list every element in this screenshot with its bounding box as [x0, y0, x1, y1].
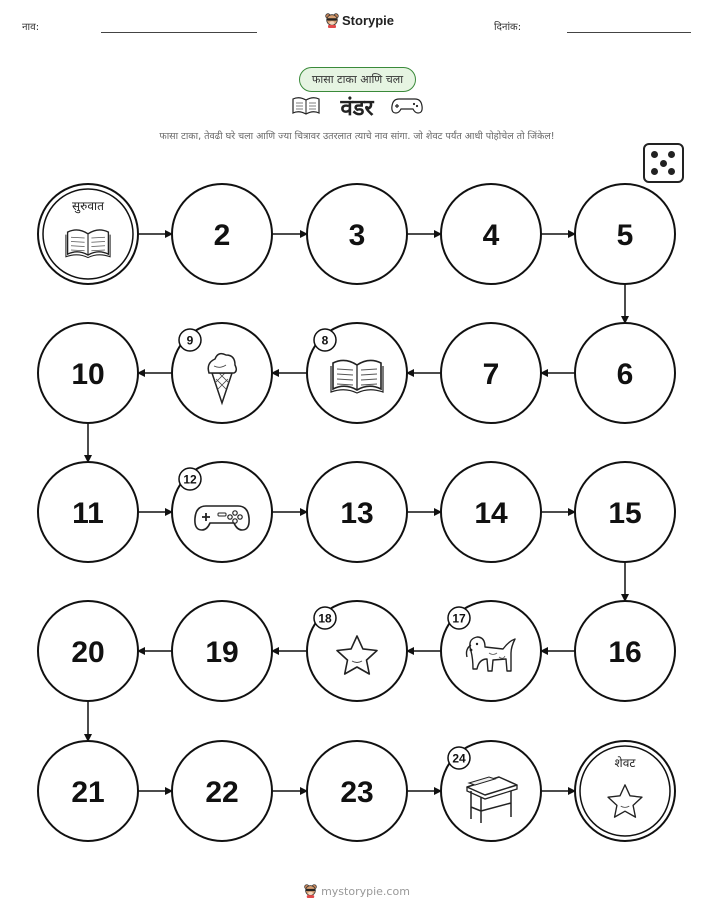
board-cell-16: [575, 601, 675, 701]
game-type-pill: फासा टाका आणि चला: [299, 67, 416, 92]
cell-number: 4: [482, 219, 500, 252]
board-cell-4: [441, 184, 541, 284]
cell-number: 10: [71, 358, 105, 391]
board-cell-20: [38, 601, 138, 701]
cell-number: 20: [71, 636, 105, 669]
cell-number: 23: [340, 776, 374, 809]
board-cell-18: [307, 601, 407, 701]
page-title: वंडर: [340, 96, 374, 121]
board-cell-1: [38, 184, 138, 284]
cell-number: 5: [616, 219, 634, 252]
footer: [0, 884, 714, 898]
board-cell-14: [441, 462, 541, 562]
cell-number: 9: [186, 333, 194, 348]
board-cell-22: [172, 741, 272, 841]
bear-mascot-icon: [304, 884, 317, 898]
board-cell-5: [575, 184, 675, 284]
brand-name: Storypie: [342, 13, 395, 28]
cell-number: 15: [608, 497, 642, 530]
start-label: सुरुवात: [72, 199, 104, 213]
finish-label: शेवट: [614, 756, 636, 770]
cell-number: 21: [71, 776, 105, 809]
board-cell-12: [172, 462, 272, 562]
board-cell-17: [441, 601, 541, 701]
cell-number: 22: [205, 776, 239, 809]
cell-number: 13: [340, 497, 374, 530]
board-cell-2: [172, 184, 272, 284]
name-label: नाव:: [22, 22, 40, 33]
cell-number: 12: [183, 472, 197, 487]
board-cell-19: [172, 601, 272, 701]
cell-number: 6: [616, 358, 634, 391]
board-cell-25: [575, 741, 675, 841]
board-cell-8: [307, 323, 407, 423]
board-cell-11: [38, 462, 138, 562]
cell-number: 8: [321, 333, 329, 348]
board-cell-3: [307, 184, 407, 284]
cell-number: 3: [348, 219, 366, 252]
board-cell-24: [441, 741, 541, 841]
board-cell-6: [575, 323, 675, 423]
cell-number: 18: [318, 611, 332, 626]
board-cell-7: [441, 323, 541, 423]
instructions-text: फासा टाका, तेवढी घरे चला आणि ज्या चित्रावर उतरलात त्याचे नाव सांगा. जो शेवट पर्यंत आधी पोहोचेल तो जिंकेल!: [159, 131, 555, 142]
date-label: दिनांक:: [494, 22, 522, 33]
cell-number: 16: [608, 636, 642, 669]
board-cell-15: [575, 462, 675, 562]
cell-number: 7: [482, 358, 500, 391]
cell-number: 24: [452, 751, 466, 766]
cell-number: 11: [72, 497, 104, 530]
cell-number: 19: [205, 636, 239, 669]
footer-url: mystorypie.com: [321, 884, 410, 898]
board-cell-13: [307, 462, 407, 562]
cell-number: 17: [452, 611, 466, 626]
cell-number: 2: [213, 219, 231, 252]
board-cell-9: [172, 323, 272, 423]
cell-number: 14: [474, 497, 508, 530]
board-cell-23: [307, 741, 407, 841]
board-cell-21: [38, 741, 138, 841]
board-cell-10: [38, 323, 138, 423]
